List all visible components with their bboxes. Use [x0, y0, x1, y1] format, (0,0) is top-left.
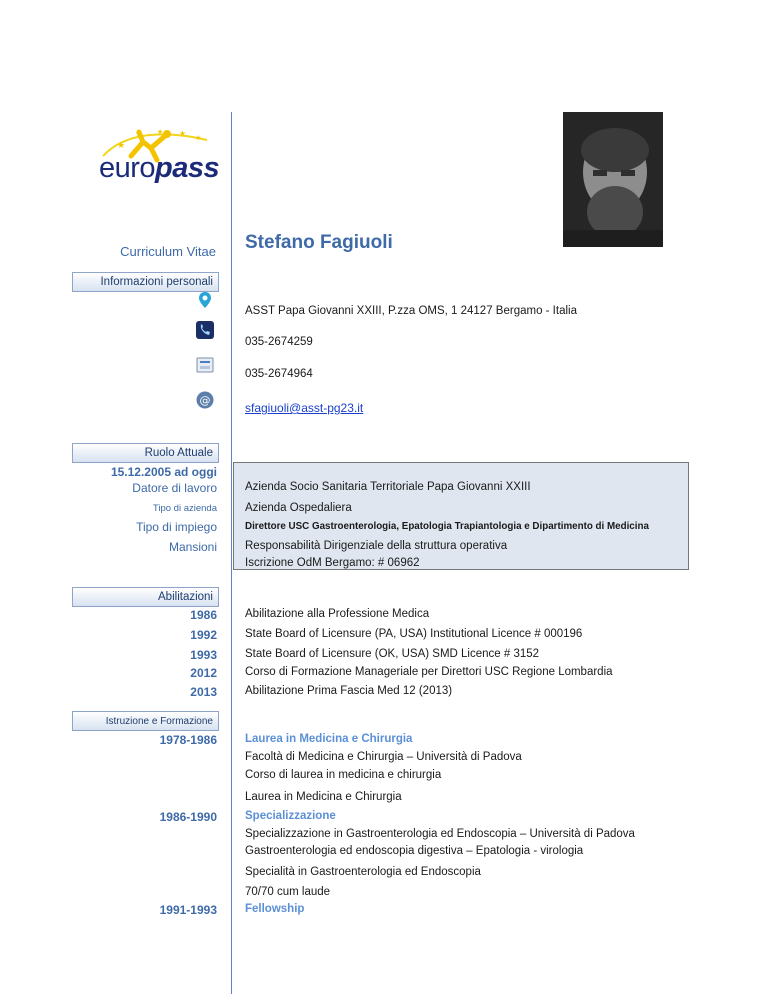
education-line: Gastroenterologia ed endoscopia digestiva – Epatologia - virologia — [245, 845, 584, 857]
location-pin-icon — [196, 291, 214, 309]
employer-value: Azienda Socio Sanitaria Territoriale Papa Giovanni XXIII — [245, 481, 531, 493]
education-line: 70/70 cum laude — [245, 886, 331, 898]
logo-wordmark: europass — [99, 152, 220, 184]
section-licenses: Abilitazioni — [72, 587, 219, 607]
svg-text:@: @ — [199, 394, 211, 407]
education-line: Facoltà di Medicina e Chirurgia – Università di Padova — [245, 751, 522, 763]
person-name: Stefano Fagiuoli — [245, 232, 393, 253]
phone-text: 035-2674259 — [245, 336, 313, 348]
vertical-divider — [231, 112, 232, 994]
section-education: Istruzione e Formazione — [72, 711, 219, 731]
education-years: 1978-1986 — [159, 733, 217, 747]
education-line: Laurea in Medicina e Chirurgia — [245, 791, 402, 803]
license-text: State Board of Licensure (PA, USA) Institutional Licence # 000196 — [245, 628, 583, 640]
license-year: 2012 — [190, 666, 217, 680]
svg-text:★: ★ — [179, 129, 187, 138]
fax-text: 035-2674964 — [245, 368, 313, 380]
license-year: 1992 — [190, 628, 217, 642]
license-text: Abilitazione Prima Fascia Med 12 (2013) — [245, 685, 453, 697]
svg-text:★: ★ — [117, 140, 126, 150]
address-text: ASST Papa Giovanni XXIII, P.zza OMS, 1 24127 Bergamo - Italia — [245, 305, 577, 317]
education-years: 1986-1990 — [159, 810, 217, 824]
section-current-role: Ruolo Attuale — [72, 443, 219, 463]
license-year: 2013 — [190, 685, 217, 699]
email-link[interactable]: sfagiuoli@asst-pg23.it — [245, 401, 364, 415]
duties-label: Mansioni — [168, 540, 217, 554]
duties-line-2: Iscrizione OdM Bergamo: # 06962 — [245, 557, 420, 569]
education-line: Corso di laurea in medicina e chirurgia — [245, 769, 442, 781]
education-line: Specializzazione in Gastroenterologia ed Endoscopia – Università di Padova — [245, 828, 635, 840]
role-date: 15.12.2005 ad oggi — [110, 465, 217, 479]
fax-icon — [196, 356, 214, 374]
svg-text:★: ★ — [195, 135, 202, 142]
europass-logo — [95, 126, 220, 190]
svg-text:★: ★ — [157, 129, 164, 136]
company-type-value: Azienda Ospedaliera — [245, 502, 352, 514]
profile-photo — [563, 112, 663, 247]
license-text: Abilitazione alla Professione Medica — [245, 608, 430, 620]
license-text: Corso di Formazione Manageriale per Direttori USC Regione Lombardia — [245, 666, 613, 678]
curriculum-vitae-label: Curriculum Vitae — [120, 244, 216, 259]
license-year: 1993 — [190, 648, 217, 662]
education-title: Specializzazione — [245, 810, 336, 822]
education-line: Specialità in Gastroenterologia ed Endoscopia — [245, 866, 481, 878]
svg-text:★: ★ — [135, 129, 143, 138]
company-type-label: Tipo di azienda — [152, 503, 217, 514]
license-year: 1986 — [190, 608, 217, 622]
education-title: Fellowship — [245, 903, 305, 915]
phone-icon — [196, 321, 214, 339]
education-years: 1991-1993 — [159, 903, 217, 917]
employer-label: Datore di lavoro — [132, 481, 217, 495]
duties-line-1: Responsabilità Dirigenziale della struttura operativa — [245, 540, 508, 552]
role-details-box — [233, 462, 689, 570]
job-type-value: Direttore USC Gastroenterologia, Epatologia Trapiantologia e Dipartimento di Medicina — [245, 521, 649, 532]
job-type-label: Tipo di impiego — [136, 520, 217, 534]
license-text: State Board of Licensure (OK, USA) SMD Licence # 3152 — [245, 648, 540, 660]
section-personal-info: Informazioni personali — [72, 272, 219, 292]
email-icon — [196, 391, 214, 409]
education-title: Laurea in Medicina e Chirurgia — [245, 733, 413, 745]
